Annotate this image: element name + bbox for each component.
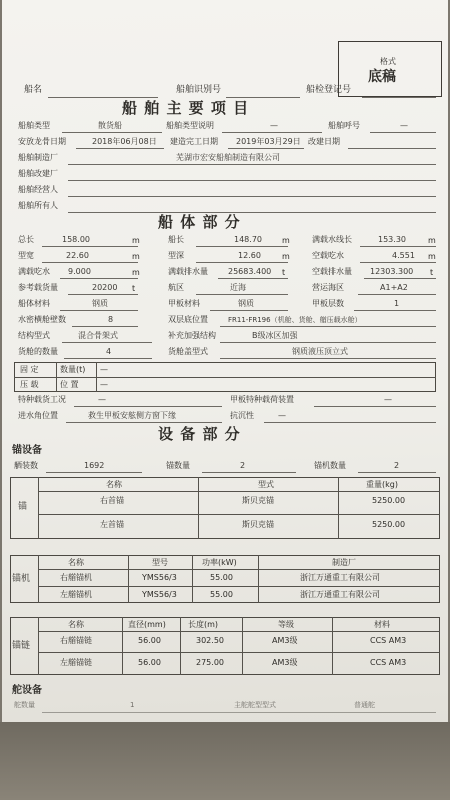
chain-th-diam: 直径(mm) <box>128 620 166 629</box>
reg-no-label: 船检登记号 <box>306 85 352 95</box>
beam-label: 型宽 <box>18 251 34 260</box>
call-sign-label: 船舶呼号 <box>328 121 360 130</box>
chain-th-length: 长度(m) <box>188 620 219 629</box>
lwl-label: 满载水线长 <box>312 235 352 244</box>
full-draft-label: 满载吃水 <box>18 267 50 276</box>
lpp-value: 148.70 <box>234 235 262 244</box>
winch-r2-name: 左艏锚机 <box>60 590 92 599</box>
winch-th-name: 名称 <box>68 558 84 567</box>
loa-label: 总长 <box>18 235 34 244</box>
winch-th-maker: 制造厂 <box>332 558 356 567</box>
loa-unit: m <box>132 236 140 245</box>
anchor-r1-name: 右首锚 <box>100 496 124 505</box>
ship-type-value: 散货船 <box>98 121 122 130</box>
rudder-type-value: 普通舵 <box>354 701 375 709</box>
reinforce-label: 补充加强结构 <box>168 331 216 340</box>
build-date-value: 2019年03月29日 <box>236 137 301 146</box>
equip-no-value: 1692 <box>84 461 105 470</box>
light-draft-unit: m <box>428 252 436 261</box>
ballast-pos-label: 位 置 <box>60 380 79 389</box>
builder-value: 芜湖市宏安船舶制造有限公司 <box>176 153 280 162</box>
anchor-th-type: 型式 <box>258 480 274 489</box>
keel-date-value: 2018年06月08日 <box>92 137 157 146</box>
hull-mat-value: 钢质 <box>92 299 108 308</box>
winch-qty-label: 锚机数量 <box>314 461 346 470</box>
depth-unit: m <box>282 252 290 261</box>
inlet-value: 救生甲板安舷侧方窗下缘 <box>88 411 176 420</box>
deck-mat-label: 甲板材料 <box>168 299 200 308</box>
section-title-hull: 船 体 部 分 <box>158 213 241 231</box>
chain-th-grade: 等级 <box>278 620 294 629</box>
rudder-qty-value: 1 <box>130 701 135 709</box>
chain-table-side: 锚链 <box>12 641 31 651</box>
chain-th-material: 材料 <box>374 620 390 629</box>
hull-mat-label: 船体材料 <box>18 299 50 308</box>
ref-load-label: 参考载货量 <box>18 283 58 292</box>
light-draft-label: 空载吃水 <box>312 251 344 260</box>
ship-name-label: 船名 <box>24 85 43 95</box>
chain-r2-diam: 56.00 <box>138 658 161 667</box>
anchor-th-weight: 重量(kg) <box>366 480 398 489</box>
anchor-qty-label: 锚数量 <box>166 461 190 470</box>
beam-value: 22.60 <box>66 251 89 260</box>
winch-r2-power: 55.00 <box>210 590 233 599</box>
equip-no-label: 舾装数 <box>14 461 38 470</box>
ballast-qty-value: — <box>100 365 108 374</box>
anchor-qty-value: 2 <box>240 461 246 470</box>
special-value: — <box>98 395 106 404</box>
ballast-pos-value: — <box>100 380 108 389</box>
ref-load-unit: t <box>132 284 136 293</box>
ballast-label: 压 载 <box>20 380 39 389</box>
call-sign-value: — <box>400 121 408 130</box>
reinforce-value: B级冰区加强 <box>252 331 298 340</box>
winch-r1-power: 55.00 <box>210 573 233 582</box>
winch-r1-model: YMS56/3 <box>142 573 177 582</box>
double-bottom-value: FR11-FR196（机舱、货舱、艏压载水舱） <box>228 316 362 324</box>
ship-type-desc-label: 船舶类型说明 <box>166 121 214 130</box>
winch-th-model: 型号 <box>152 558 168 567</box>
section-title-equip: 设 备 部 分 <box>158 425 241 443</box>
antiflow-value: — <box>278 411 286 420</box>
chain-r1-diam: 56.00 <box>138 636 161 645</box>
anchor-r2-weight: 5250.00 <box>372 520 406 529</box>
rebuilder-label: 船舶改建厂 <box>18 169 58 178</box>
full-disp-value: 25683.400 <box>228 267 272 276</box>
deck-layers-value: 1 <box>394 299 400 308</box>
certificate-sheet <box>2 0 448 728</box>
ref-load-value: 20200 <box>92 283 118 292</box>
antiflow-label: 抗沉性 <box>230 411 254 420</box>
winch-r2-maker: 浙江万通重工有限公司 <box>300 590 380 599</box>
chain-r1-material: CCS AM3 <box>370 636 407 645</box>
light-disp-value: 12303.300 <box>370 267 414 276</box>
beam-unit: m <box>132 252 140 261</box>
chain-r1-name: 右艏锚链 <box>60 636 92 645</box>
winch-qty-value: 2 <box>394 461 400 470</box>
winch-r2-model: YMS56/3 <box>142 590 177 599</box>
builder-label: 船舶制造厂 <box>18 153 58 162</box>
nav-zone-label: 航区 <box>168 283 184 292</box>
deck-load-label: 甲板特种载荷装置 <box>230 395 294 404</box>
anchor-r1-weight: 5250.00 <box>372 496 406 505</box>
full-draft-unit: m <box>132 268 140 277</box>
full-draft-value: 9.000 <box>68 267 91 276</box>
structure-label: 结构型式 <box>18 331 50 340</box>
rudder-type-label: 主舵舵型型式 <box>234 701 276 709</box>
bulkheads-label: 水密横舱壁数 <box>18 315 66 324</box>
depth-label: 型深 <box>168 251 184 260</box>
loa-value: 158.00 <box>62 235 90 244</box>
anchor-r2-type: 斯贝克锚 <box>242 520 274 529</box>
section-title-main: 船 舶 主 要 项 目 <box>122 99 250 117</box>
holds-value: 4 <box>106 347 112 356</box>
stamp-big-text: 底稿 <box>368 69 396 85</box>
structure-value: 混合骨架式 <box>78 331 118 340</box>
light-disp-label: 空载排水量 <box>312 267 352 276</box>
inlet-label: 进水角位置 <box>18 411 58 420</box>
lpp-unit: m <box>282 236 290 245</box>
holds-label: 货舱的数量 <box>18 347 58 356</box>
build-date-label: 建造完工日期 <box>170 137 218 146</box>
winch-th-power: 功率(kW) <box>202 558 237 567</box>
winch-r1-maker: 浙江万通重工有限公司 <box>300 573 380 582</box>
deck-layers-label: 甲板层数 <box>312 299 344 308</box>
light-disp-unit: t <box>430 268 434 277</box>
nav-zone-value: 近海 <box>230 283 246 292</box>
chain-r2-length: 275.00 <box>196 658 224 667</box>
rebuild-date-label: 改建日期 <box>308 137 340 146</box>
anchor-r2-name: 左首锚 <box>100 520 124 529</box>
full-disp-unit: t <box>282 268 286 277</box>
ballast-qty-label: 数量(t) <box>60 365 86 374</box>
winch-r1-name: 右艏锚机 <box>60 573 92 582</box>
special-label: 特种载货工况 <box>18 395 66 404</box>
fleet-zone-label: 营运海区 <box>312 283 344 292</box>
lwl-value: 153.30 <box>378 235 406 244</box>
hatch-label: 货舱盖型式 <box>168 347 208 356</box>
stamp-small-text: 格式 <box>380 57 396 66</box>
ship-type-label: 船舶类型 <box>18 121 50 130</box>
ship-id-label: 船舶识别号 <box>176 85 222 95</box>
depth-value: 12.60 <box>238 251 261 260</box>
rudder-equip-heading: 舵设备 <box>12 685 42 696</box>
chain-th-name: 名称 <box>68 620 84 629</box>
anchor-table-side: 锚 <box>18 502 28 512</box>
anchor-th-name: 名称 <box>106 480 122 489</box>
bulkheads-value: 8 <box>108 315 114 324</box>
chain-r2-material: CCS AM3 <box>370 658 407 667</box>
keel-date-label: 安放龙骨日期 <box>18 137 66 146</box>
deck-load-value: — <box>384 395 392 404</box>
operator-label: 船舶经营人 <box>18 185 58 194</box>
lwl-unit: m <box>428 236 436 245</box>
full-disp-label: 满载排水量 <box>168 267 208 276</box>
fleet-zone-value: A1+A2 <box>380 283 408 292</box>
light-draft-value: 4.551 <box>392 251 415 260</box>
rudder-qty-label: 舵数量 <box>14 701 35 709</box>
ship-type-desc-value: — <box>270 121 278 130</box>
lpp-label: 船长 <box>168 235 184 244</box>
anchor-r1-type: 斯贝克锚 <box>242 496 274 505</box>
owner-label: 船舶所有人 <box>18 201 58 210</box>
hatch-value: 钢质液压顶立式 <box>292 347 348 356</box>
chain-r2-name: 左艏锚链 <box>60 658 92 667</box>
deck-mat-value: 钢质 <box>238 299 254 308</box>
fixed-label: 固 定 <box>20 365 39 374</box>
chain-r1-grade: AM3级 <box>272 636 298 645</box>
background-surface <box>0 722 450 800</box>
chain-r2-grade: AM3级 <box>272 658 298 667</box>
anchor-equip-heading: 锚设备 <box>12 445 42 456</box>
double-bottom-label: 双层底位置 <box>168 315 208 324</box>
chain-r1-length: 302.50 <box>196 636 224 645</box>
winch-table-side: 锚机 <box>12 574 31 584</box>
